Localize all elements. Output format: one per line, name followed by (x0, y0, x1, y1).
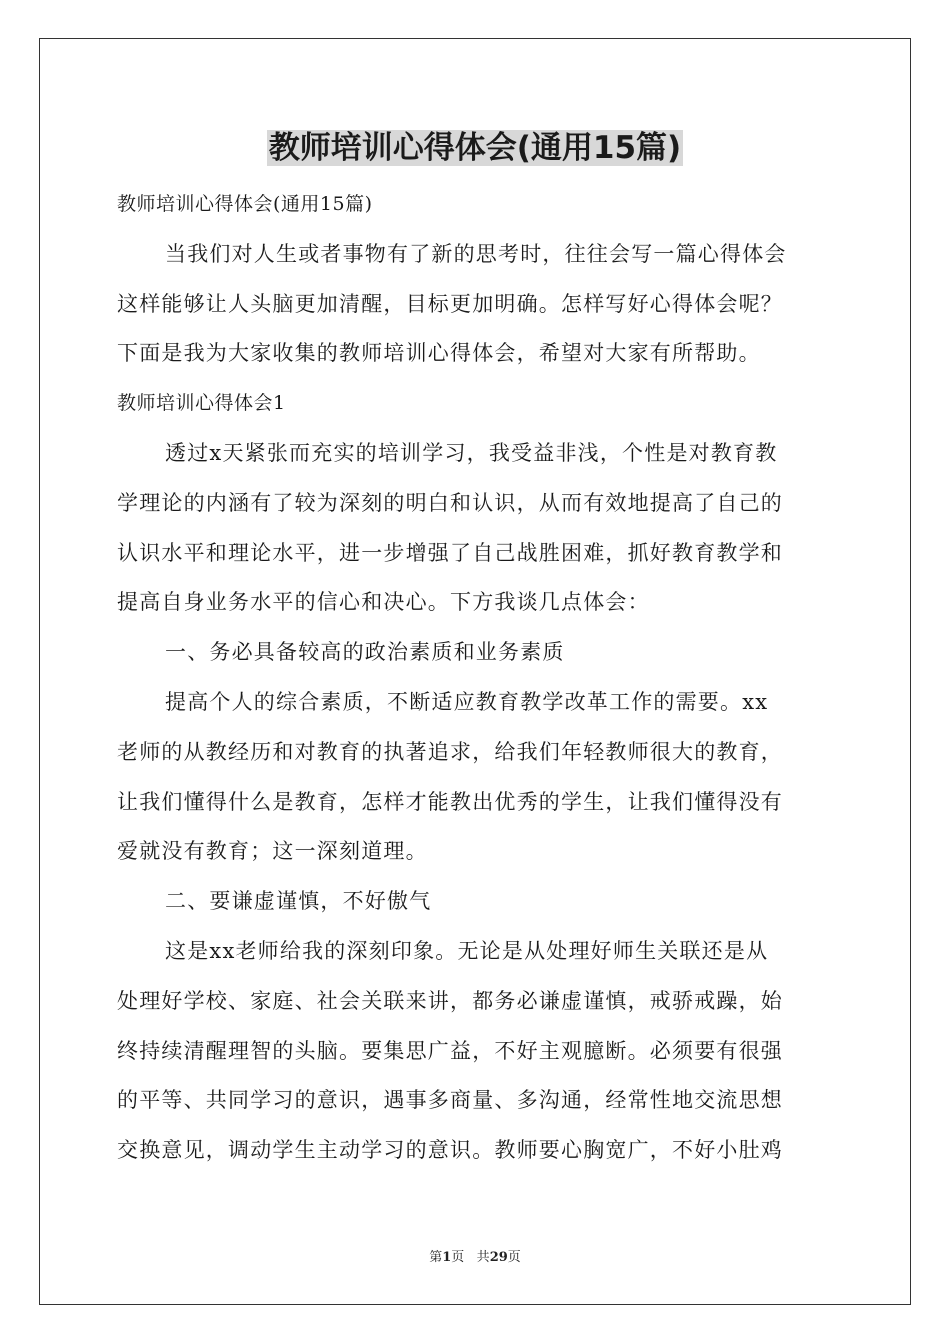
body-line: 处理好学校、家庭、社会关联来讲，都务必谦虚谨慎，戒骄戒躁，始 (117, 988, 783, 1013)
body-line: 爱就没有教育；这一深刻道理。 (117, 839, 428, 864)
footer-page-number: 1 (442, 1250, 452, 1265)
footer-page-suffix: 页 (451, 1250, 465, 1265)
page-footer (0, 1246, 950, 1265)
body-line: 教师培训心得体会1 (117, 392, 286, 415)
body-line: 一、务必具备较高的政治素质和业务素质 (165, 640, 565, 665)
body-line: 学理论的内涵有了较为深刻的明白和认识，从而有效地提高了自己的 (117, 490, 783, 515)
body-line: 二、要谦虚谨慎，不好傲气 (165, 889, 432, 914)
body-line: 当我们对人生或者事物有了新的思考时，往往会写一篇心得体会 (165, 241, 787, 266)
document-body (117, 180, 837, 1176)
document-title (0, 128, 950, 168)
body-line: 的平等、共同学习的意识，遇事多商量、多沟通，经常性地交流思想 (117, 1088, 783, 1113)
document-title-text: 教师培训心得体会(通用15篇) (268, 130, 682, 166)
body-line: 老师的从教经历和对教育的执著追求，给我们年轻教师很大的教育， (117, 739, 783, 764)
body-line: 让我们懂得什么是教育，怎样才能教出优秀的学生，让我们懂得没有 (117, 789, 783, 814)
footer-total-pages: 29 (489, 1250, 508, 1265)
body-line: 这样能够让人头脑更加清醒，目标更加明确。怎样写好心得体会呢？ (117, 291, 783, 316)
body-line: 透过x天紧张而充实的培训学习，我受益非浅，个性是对教育教 (165, 440, 778, 465)
footer-total-prefix: 共 (476, 1250, 490, 1265)
body-line: 交换意见，调动学生主动学习的意识。教师要心胸宽广，不好小肚鸡 (117, 1138, 783, 1163)
footer-prefix: 第 (429, 1250, 443, 1265)
body-line: 提高个人的综合素质，不断适应教育教学改革工作的需要。xx (165, 689, 769, 714)
body-line: 提高自身业务水平的信心和决心。下方我谈几点体会： (117, 590, 650, 615)
body-line: 这是xx老师给我的深刻印象。无论是从处理好师生关联还是从 (165, 938, 769, 963)
body-line: 认识水平和理论水平，进一步增强了自己战胜困难，抓好教育教学和 (117, 540, 783, 565)
body-line: 下面是我为大家收集的教师培训心得体会，希望对大家有所帮助。 (117, 341, 761, 366)
body-line: 终持续清醒理智的头脑。要集思广益，不好主观臆断。必须要有很强 (117, 1038, 783, 1063)
body-line: 教师培训心得体会(通用15篇) (117, 193, 373, 215)
footer-total-suffix: 页 (507, 1250, 521, 1265)
